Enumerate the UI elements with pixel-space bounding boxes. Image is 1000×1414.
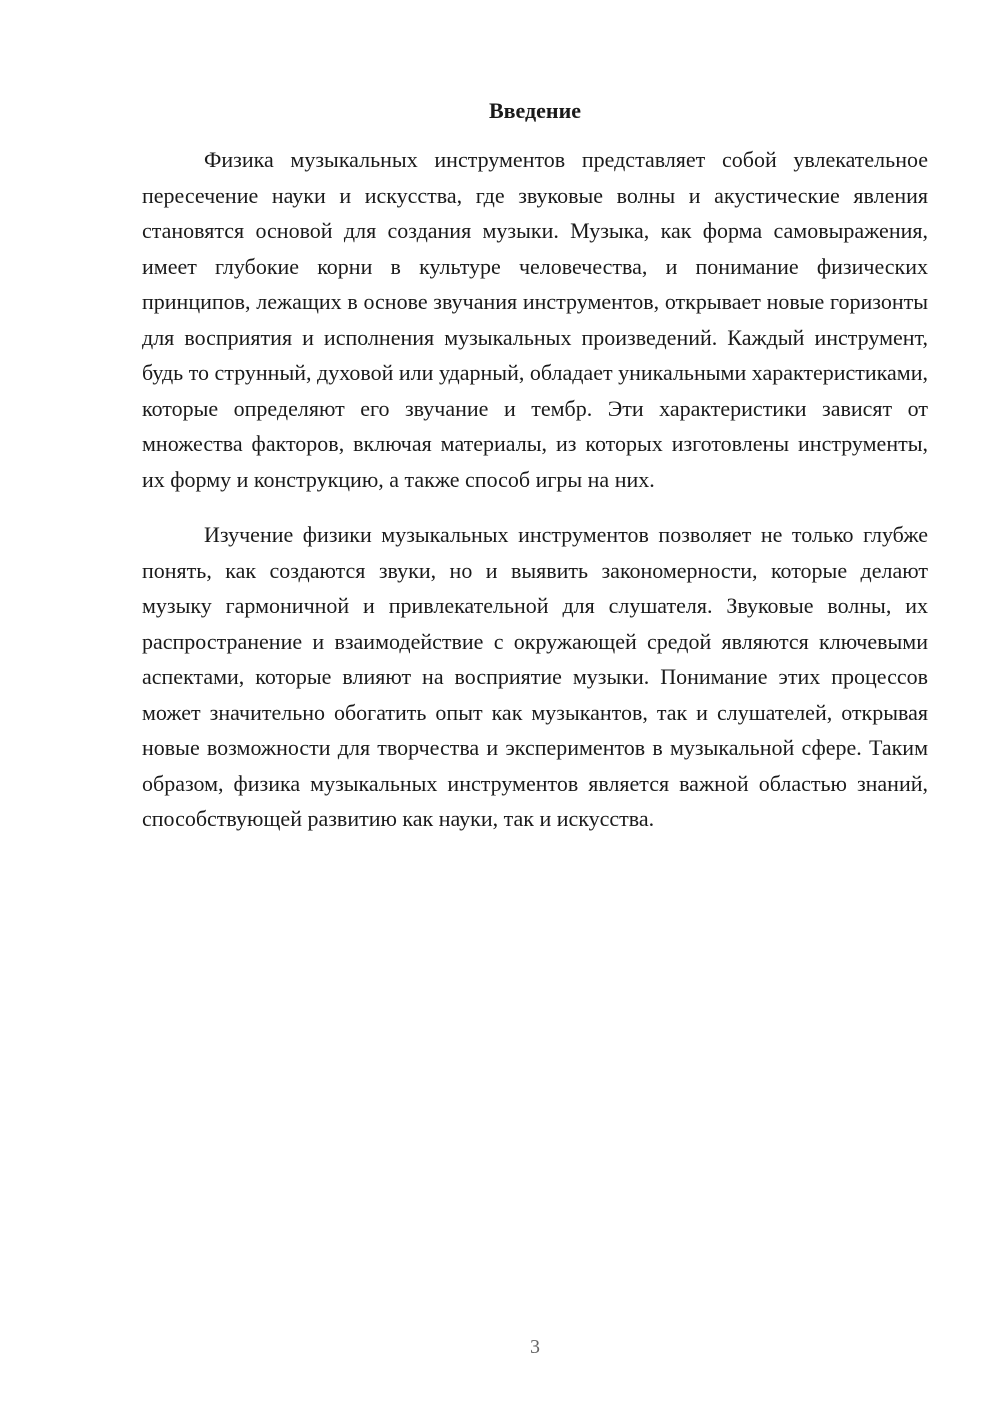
section-heading: Введение — [488, 98, 582, 123]
page-number: 3 — [530, 1336, 540, 1358]
paragraph-1: Физика музыкальных инструментов представляет собой увлекательное пересечение науки и искусства, где звуковые волны и акустические явления становятся основой для создания музыки. Музыка, как форма самовыражения, имеет глубокие корни в культуре человечества, и понимание физических принципов, лежащих в основе звучания инструментов, открывает новые горизонты для восприятия и исполнения музыкальных произведений. Каждый инструмент, будь то струнный, духовой или ударный, обладает уникальными характеристиками, которые определяют его звучание и тембр. Эти характеристики зависят от множества факторов, включая материалы, из которых изготовлены инструменты, их форму и конструкцию, а также способ игры на них. — [142, 147, 928, 492]
body-text — [142, 142, 928, 837]
paragraph-2: Изучение физики музыкальных инструментов позволяет не только глубже понять, как создаются звуки, но и выявить закономерности, которые делают музыку гармоничной и привлекательной для слушателя. Звуковые волны, их распространение и взаимодействие с окружающей средой являются ключевыми аспектами, которые влияют на восприятие музыки. Понимание этих процессов может значительно обогатить опыт как музыкантов, так и слушателей, открывая новые возможности для творчества и экспериментов в музыкальной сфере. Таким образом, физика музыкальных инструментов является важной областью знаний, способствующей развитию как науки, так и искусства. — [142, 522, 928, 831]
